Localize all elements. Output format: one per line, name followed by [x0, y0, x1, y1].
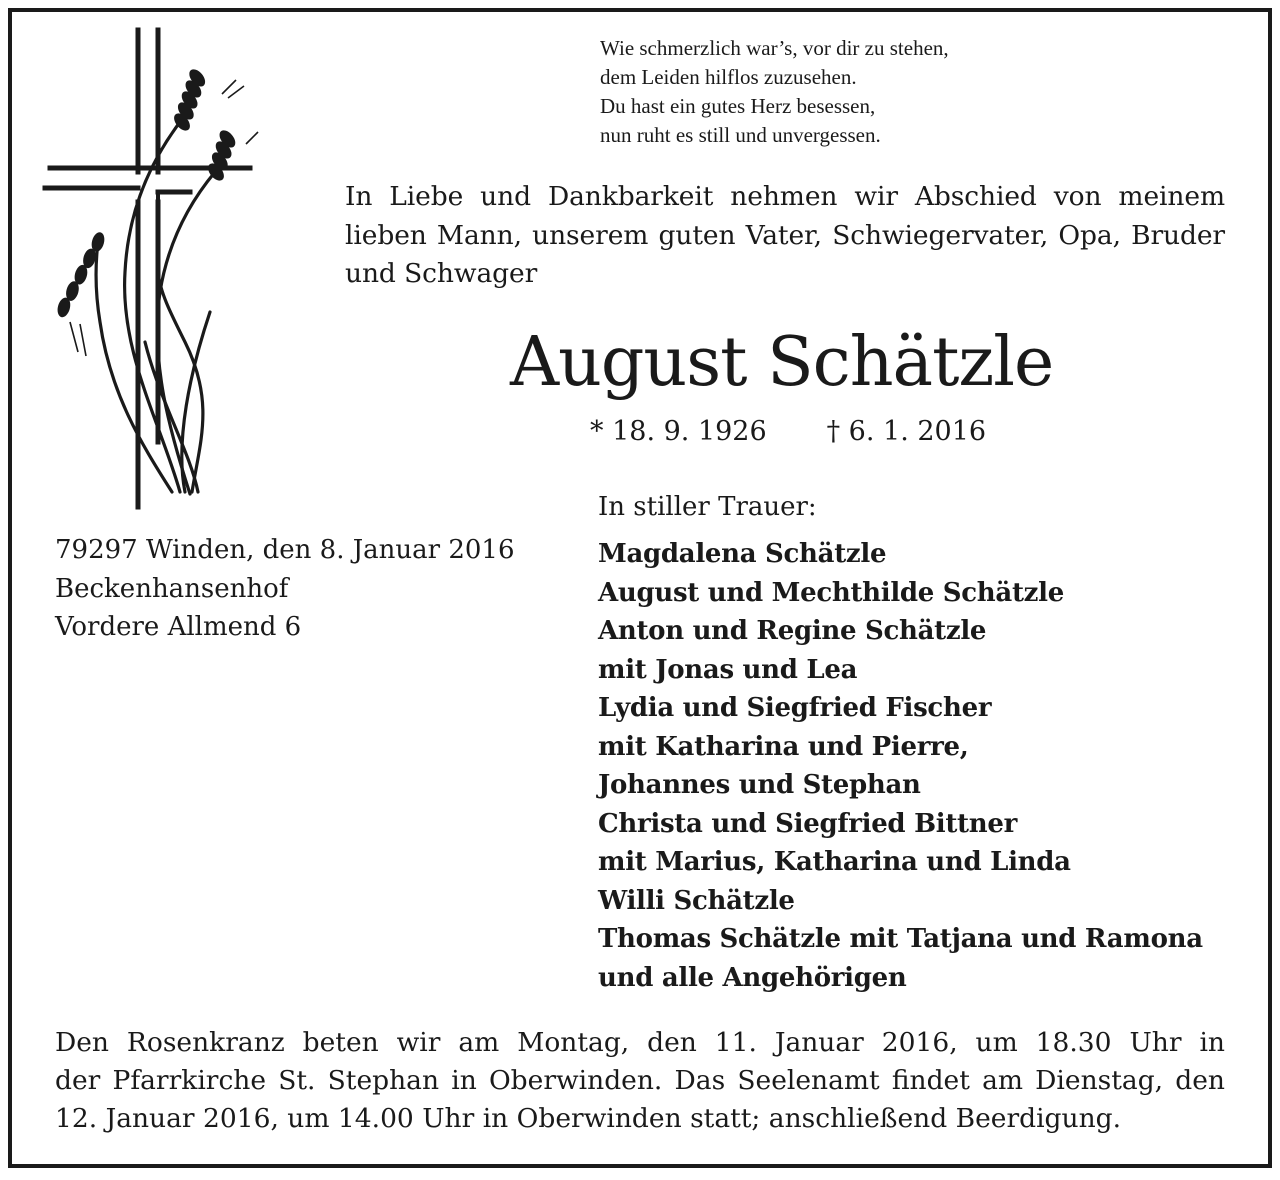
list-item: und alle Angehörigen	[598, 962, 907, 993]
poem-line: nun ruht es still und unvergessen.	[600, 123, 881, 147]
cross-with-wheat-icon	[40, 22, 260, 512]
list-item: Magdalena Schätzle	[598, 539, 887, 569]
service-line: 12. Januar 2016, um 14.00 Uhr in Oberwinden statt; anschließend Beerdigung.	[55, 1103, 1122, 1134]
list-item: mit Katharina und Pierre,	[598, 731, 969, 762]
poem-line: Wie schmerzlich war’s, vor dir zu stehen,	[600, 36, 949, 60]
deceased-name: August Schätzle	[510, 323, 1054, 402]
intro-line: In Liebe und Dankbarkeit nehmen wir Abschied von meinem	[345, 181, 1225, 212]
address-block	[55, 531, 575, 647]
list-item: Willi Schätzle	[598, 885, 795, 916]
poem-line: dem Leiden hilflos zuzusehen.	[600, 65, 857, 89]
list-item: Lydia und Siegfried Fischer	[598, 693, 992, 723]
service-line: der Pfarrkirche St. Stephan in Oberwinden. Das Seelenamt findet am Dienstag, den	[55, 1065, 1225, 1096]
list-item: Thomas Schätzle mit Tatjana und Ramona	[598, 924, 1203, 954]
list-item: Johannes und Stephan	[598, 770, 921, 800]
address-line: Vordere Allmend 6	[55, 612, 302, 642]
list-item: August und Mechthilde Schätzle	[598, 577, 1064, 608]
service-info	[55, 1024, 1225, 1138]
poem-line: Du hast ein gutes Herz besessen,	[600, 94, 876, 118]
intro-paragraph	[345, 178, 1225, 294]
list-item: mit Marius, Katharina und Linda	[598, 847, 1071, 877]
address-line: 79297 Winden, den 8. Januar 2016	[55, 535, 515, 565]
intro-line: lieben Mann, unserem guten Vater, Schwiegervater, Opa, Bruder	[345, 219, 1225, 251]
list-item: mit Jonas und Lea	[598, 654, 858, 685]
address-line: Beckenhansenhof	[55, 573, 289, 604]
death-date: † 6. 1. 2016	[826, 416, 987, 447]
poem	[600, 34, 1240, 150]
list-item: Christa und Siegfried Bittner	[598, 808, 1017, 839]
list-item: Anton und Regine Schätzle	[598, 616, 987, 646]
mourners-list	[598, 535, 1238, 997]
intro-line: und Schwager	[345, 258, 538, 289]
birth-date: * 18. 9. 1926	[590, 416, 767, 447]
mourning-label: In stiller Trauer:	[598, 492, 817, 522]
service-line: Den Rosenkranz beten wir am Montag, den 11. Januar 2016, um 18.30 Uhr in	[55, 1027, 1225, 1058]
life-dates	[590, 412, 1190, 452]
